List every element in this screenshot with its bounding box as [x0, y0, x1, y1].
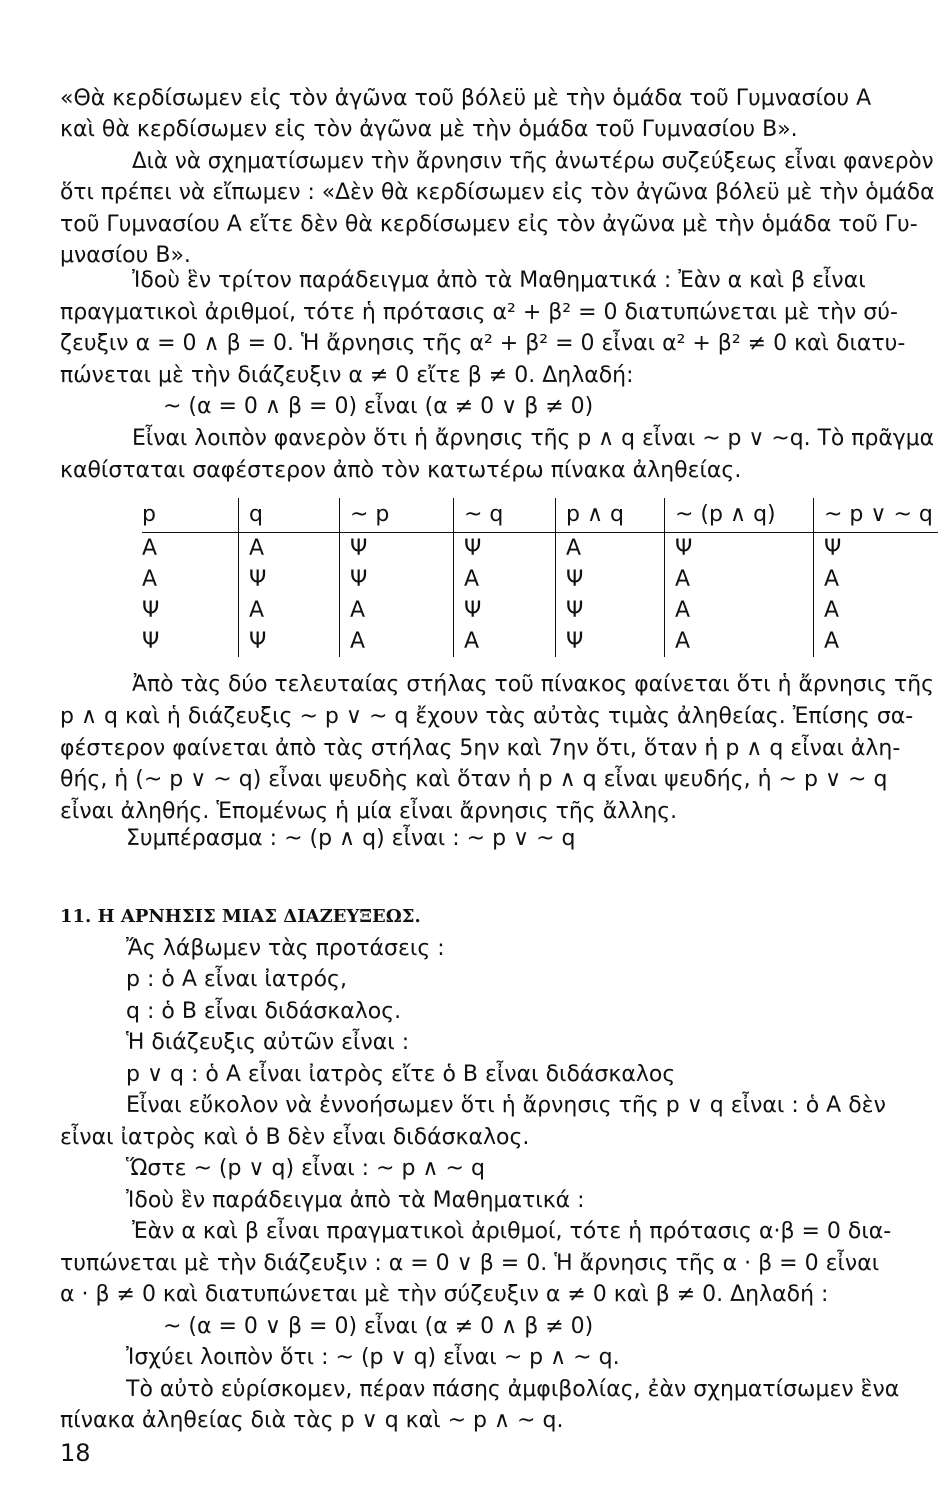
- table-cell: Ψ: [556, 595, 665, 626]
- table-row: [142, 626, 938, 657]
- table-cell: Α: [454, 564, 556, 595]
- text-line: τυπώνεται μὲ τὴν διάζευξιν : α = 0 ∨ β = 0. Ἡ ἄρνησις τῆς α · β = 0 εἶναι: [60, 1251, 880, 1276]
- table-cell: Ψ: [239, 626, 340, 657]
- text-line: εἶναι ἰατρὸς καὶ ὁ Β δὲν εἶναι διδάσκαλος.: [60, 1125, 530, 1150]
- table-row: [142, 533, 938, 565]
- text-line: πίνακα ἀληθείας διὰ τὰς p ∨ q καὶ ~ p ∧ ~ q.: [60, 1408, 564, 1433]
- text-line: καθίσταται σαφέστερον ἀπὸ τὸν κατωτέρω πίνακα ἀληθείας.: [60, 458, 742, 483]
- section-heading: 11. Η ΑΡΝΗΣΙΣ ΜΙΑΣ ΔΙΑΖΕΥΞΕΩΣ.: [60, 906, 421, 927]
- text-line: πώνεται μὲ τὴν διάζευξιν α ≠ 0 εἴτε β ≠ 0. Δηλαδή:: [60, 363, 634, 388]
- page-number: 18: [60, 1439, 91, 1467]
- text-line: α · β ≠ 0 καὶ διατυπώνεται μὲ τὴν σύζευξιν α ≠ 0 καὶ β ≠ 0. Δηλαδή :: [60, 1282, 829, 1307]
- text-line: φέστερον φαίνεται ἀπὸ τὰς στήλας 5ην καὶ 7ην ὅτι, ὅταν ἡ p ∧ q εἶναι ἀλη-: [60, 736, 901, 761]
- book-page: [60, 0, 934, 1500]
- text-line: πραγματικοὶ ἀριθμοί, τότε ἡ πρότασις α² + β² = 0 διατυπώνεται μὲ τὴν σύ-: [60, 300, 898, 325]
- table-cell: Ψ: [814, 533, 939, 565]
- text-line: Ἄς λάβωμεν τὰς προτάσεις :: [126, 936, 445, 961]
- table-cell: Ψ: [556, 564, 665, 595]
- table-cell: Α: [814, 626, 939, 657]
- table-cell: Α: [239, 533, 340, 565]
- conclusion-line: Συμπέρασμα : ~ (p ∧ q) εἶναι : ~ p ∨ ~ q: [126, 826, 576, 851]
- column-header: ~ p ∨ ~ q: [814, 498, 939, 533]
- table-cell: Ψ: [239, 564, 340, 595]
- text-line: Τὸ αὐτὸ εὑρίσκομεν, πέραν πάσης ἀμφιβολίας, ἐὰν σχηματίσωμεν ἓνα: [126, 1377, 900, 1402]
- table-cell: Α: [340, 595, 454, 626]
- table-cell: Ψ: [665, 533, 814, 565]
- equation-line: ~ (α = 0 ∨ β = 0) εἶναι (α ≠ 0 ∧ β ≠ 0): [163, 1314, 594, 1339]
- truth-table: [142, 498, 938, 657]
- table-cell: Α: [142, 566, 158, 592]
- text-line: Εἶναι λοιπὸν φανερὸν ὅτι ἡ ἄρνησις τῆς p ∧ q εἶναι ~ p ∨ ~q. Τὸ πρᾶγμα: [132, 426, 935, 451]
- table-cell: Α: [814, 595, 939, 626]
- text-line: Ἰδοὺ ἓν τρίτον παράδειγμα ἀπὸ τὰ Μαθηματικά : Ἐὰν α καὶ β εἶναι: [132, 268, 866, 293]
- text-line: «Θὰ κερδίσωμεν εἰς τὸν ἀγῶνα τοῦ βόλεϋ μὲ τὴν ὁμάδα τοῦ Γυμνασίου Α: [60, 86, 872, 111]
- text-line: μνασίου Β».: [60, 243, 191, 268]
- column-header: ~ (p ∧ q): [665, 498, 814, 533]
- table-cell: Ψ: [142, 628, 160, 654]
- column-header: ~ p: [340, 498, 454, 533]
- table-cell: Α: [340, 626, 454, 657]
- text-line: p ∧ q καὶ ἡ διάζευξις ~ p ∨ ~ q ἔχουν τὰς αὐτὰς τιμὰς ἀληθείας. Ἐπίσης σα-: [60, 704, 914, 729]
- table-cell: Α: [454, 626, 556, 657]
- text-line: Διὰ νὰ σχηματίσωμεν τὴν ἄρνησιν τῆς ἀνωτέρω συζεύξεως εἶναι φανερὸν: [132, 149, 934, 174]
- table-cell: Ψ: [454, 595, 556, 626]
- text-line: Ὥστε ~ (p ∨ q) εἶναι : ~ p ∧ ~ q: [126, 1156, 485, 1181]
- table-cell: Ψ: [340, 564, 454, 595]
- column-header: ~ q: [454, 498, 556, 533]
- text-line: Ἀπὸ τὰς δύο τελευταίας στήλας τοῦ πίνακος φαίνεται ὅτι ἡ ἄρνησις τῆς: [132, 672, 934, 697]
- text-line: q : ὁ Β εἶναι διδάσκαλος.: [126, 999, 402, 1024]
- text-line: εἶναι ἀληθής. Ἑπομένως ἡ μία εἶναι ἄρνησις τῆς ἄλλης.: [60, 799, 678, 824]
- table-cell: Α: [239, 595, 340, 626]
- text-line: θής, ἡ (~ p ∨ ~ q) εἶναι ψευδὴς καὶ ὅταν ἡ p ∧ q εἶναι ψευδής, ἡ ~ p ∨ ~ q: [60, 767, 888, 792]
- text-line: p : ὁ Α εἶναι ἰατρός,: [126, 967, 347, 992]
- table-cell: Α: [665, 595, 814, 626]
- table-cell: Α: [814, 564, 939, 595]
- text-line: p ∨ q : ὁ Α εἶναι ἰατρὸς εἴτε ὁ Β εἶναι διδάσκαλος: [126, 1062, 676, 1087]
- text-line: τοῦ Γυμνασίου Α εἴτε δὲν θὰ κερδίσωμεν εἰς τὸν ἀγῶνα μὲ τὴν ὁμάδα τοῦ Γυ-: [60, 212, 918, 237]
- table-row: [142, 595, 938, 626]
- column-header: p ∧ q: [556, 498, 665, 533]
- table-cell: Ψ: [556, 626, 665, 657]
- text-line: Ἡ διάζευξις αὐτῶν εἶναι :: [126, 1030, 410, 1055]
- table-cell: Α: [665, 564, 814, 595]
- table-cell: Ψ: [454, 533, 556, 565]
- table-cell: Ψ: [340, 533, 454, 565]
- text-line: καὶ θὰ κερδίσωμεν εἰς τὸν ἀγῶνα μὲ τὴν ὁμάδα τοῦ Γυμνασίου Β».: [60, 117, 798, 142]
- table-cell: Α: [142, 535, 158, 561]
- column-header: p: [142, 498, 239, 533]
- table-cell: Α: [556, 533, 665, 565]
- text-line: Ἰσχύει λοιπὸν ὅτι : ~ (p ∨ q) εἶναι ~ p ∧ ~ q.: [126, 1345, 620, 1370]
- table-row: [142, 564, 938, 595]
- truth-table-header-row: [142, 498, 938, 533]
- text-line: Εἶναι εὔκολον νὰ ἐννοήσωμεν ὅτι ἡ ἄρνησις τῆς p ∨ q εἶναι : ὁ Α δὲν: [126, 1093, 886, 1118]
- text-line: Ἰδοὺ ἓν παράδειγμα ἀπὸ τὰ Μαθηματικά :: [126, 1188, 585, 1213]
- table-cell: Α: [665, 626, 814, 657]
- text-line: ζευξιν α = 0 ∧ β = 0. Ἡ ἄρνησις τῆς α² + β² = 0 εἶναι α² + β² ≠ 0 καὶ διατυ-: [60, 331, 906, 356]
- text-line: ὅτι πρέπει νὰ εἴπωμεν : «Δὲν θὰ κερδίσωμεν εἰς τὸν ἀγῶνα βόλεϋ μὲ τὴν ὁμάδα: [60, 180, 935, 205]
- equation-line: ~ (α = 0 ∧ β = 0) εἶναι (α ≠ 0 ∨ β ≠ 0): [163, 394, 594, 419]
- table-cell: Ψ: [142, 597, 160, 623]
- text-line: Ἐὰν α καὶ β εἶναι πραγματικοὶ ἀριθμοί, τότε ἡ πρότασις α·β = 0 δια-: [132, 1219, 892, 1244]
- column-header: q: [239, 498, 340, 533]
